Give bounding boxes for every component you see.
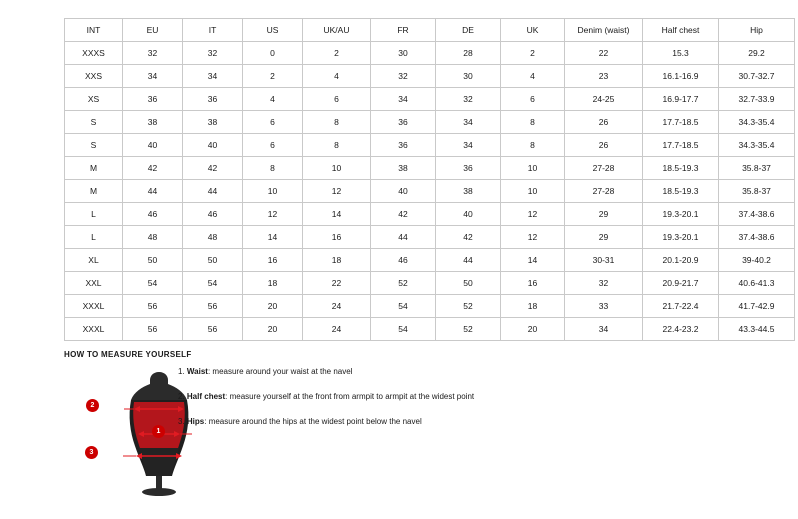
table-cell: 10 — [303, 157, 371, 180]
table-cell: 32 — [371, 65, 436, 88]
table-cell: 36 — [371, 134, 436, 157]
table-cell: 17.7-18.5 — [643, 134, 719, 157]
table-cell: 33 — [565, 295, 643, 318]
measure-notes — [178, 366, 598, 441]
table-cell: 42 — [371, 203, 436, 226]
table-cell: 36 — [436, 157, 501, 180]
table-cell: 4 — [243, 88, 303, 111]
table-cell: 36 — [371, 111, 436, 134]
table-cell: 18.5-19.3 — [643, 180, 719, 203]
table-cell: 8 — [303, 111, 371, 134]
table-cell: 38 — [183, 111, 243, 134]
table-cell: 56 — [123, 318, 183, 341]
table-cell: 6 — [501, 88, 565, 111]
table-cell: 18 — [303, 249, 371, 272]
table-cell: 30.7-32.7 — [719, 65, 795, 88]
column-header: DE — [436, 19, 501, 42]
list-item — [178, 416, 598, 427]
table-cell: 24-25 — [565, 88, 643, 111]
table-cell: 38 — [436, 180, 501, 203]
table-cell: M — [65, 157, 123, 180]
table-cell: 14 — [303, 203, 371, 226]
table-cell: 16 — [303, 226, 371, 249]
table-cell: 8 — [501, 111, 565, 134]
table-cell: 44 — [436, 249, 501, 272]
note-index: 2. — [178, 392, 185, 401]
table-row — [65, 42, 795, 65]
table-cell: 44 — [123, 180, 183, 203]
table-cell: XXXL — [65, 295, 123, 318]
table-cell: 23 — [565, 65, 643, 88]
table-cell: 46 — [123, 203, 183, 226]
table-cell: 30 — [436, 65, 501, 88]
column-header: Denim (waist) — [565, 19, 643, 42]
table-cell: 8 — [303, 134, 371, 157]
table-cell: 52 — [436, 295, 501, 318]
table-cell: 20 — [501, 318, 565, 341]
table-cell: XS — [65, 88, 123, 111]
table-cell: 34.3-35.4 — [719, 111, 795, 134]
table-cell: 37.4-38.6 — [719, 203, 795, 226]
table-cell: 34 — [371, 88, 436, 111]
table-cell: 34.3-35.4 — [719, 134, 795, 157]
table-cell: L — [65, 203, 123, 226]
table-cell: 40.6-41.3 — [719, 272, 795, 295]
table-cell: 0 — [243, 42, 303, 65]
table-cell: 44 — [371, 226, 436, 249]
table-cell: S — [65, 134, 123, 157]
table-row — [65, 111, 795, 134]
list-item — [178, 366, 598, 377]
table-cell: M — [65, 180, 123, 203]
table-cell: 48 — [183, 226, 243, 249]
table-cell: 36 — [123, 88, 183, 111]
table-cell: 24 — [303, 295, 371, 318]
table-cell: 56 — [183, 318, 243, 341]
table-cell: 8 — [243, 157, 303, 180]
table-cell: 12 — [303, 180, 371, 203]
table-cell: 40 — [183, 134, 243, 157]
table-cell: 17.7-18.5 — [643, 111, 719, 134]
table-cell: 14 — [501, 249, 565, 272]
table-cell: 54 — [123, 272, 183, 295]
table-cell: 54 — [371, 295, 436, 318]
table-cell: 38 — [371, 157, 436, 180]
table-cell: 18 — [243, 272, 303, 295]
table-cell: S — [65, 111, 123, 134]
table-cell: 2 — [243, 65, 303, 88]
table-cell: 32 — [565, 272, 643, 295]
table-cell: 16 — [243, 249, 303, 272]
table-cell: 10 — [243, 180, 303, 203]
table-cell: 56 — [123, 295, 183, 318]
table-cell: 32 — [123, 42, 183, 65]
table-cell: 4 — [303, 65, 371, 88]
table-row — [65, 226, 795, 249]
table-cell: 28 — [436, 42, 501, 65]
table-cell: 10 — [501, 180, 565, 203]
table-cell: 6 — [243, 111, 303, 134]
table-cell: 32.7-33.9 — [719, 88, 795, 111]
table-cell: 54 — [183, 272, 243, 295]
table-cell: 42 — [183, 157, 243, 180]
note-text: : measure around your waist at the navel — [207, 367, 353, 376]
table-cell: 43.3-44.5 — [719, 318, 795, 341]
table-cell: 19.3-20.1 — [643, 203, 719, 226]
note-index: 1. — [178, 367, 185, 376]
table-cell: 37.4-38.6 — [719, 226, 795, 249]
table-cell: 16.1-16.9 — [643, 65, 719, 88]
table-cell: 52 — [436, 318, 501, 341]
column-header: Half chest — [643, 19, 719, 42]
table-row — [65, 65, 795, 88]
table-row — [65, 134, 795, 157]
table-cell: 35.8-37 — [719, 157, 795, 180]
note-term: Waist — [186, 367, 208, 376]
list-item — [178, 391, 598, 402]
table-cell: 34 — [436, 134, 501, 157]
table-cell: 35.8-37 — [719, 180, 795, 203]
table-cell: 34 — [183, 65, 243, 88]
table-row — [65, 180, 795, 203]
table-cell: 41.7-42.9 — [719, 295, 795, 318]
table-cell: XL — [65, 249, 123, 272]
table-cell: 32 — [436, 88, 501, 111]
column-header: IT — [183, 19, 243, 42]
table-cell: 40 — [436, 203, 501, 226]
table-cell: 40 — [371, 180, 436, 203]
table-cell: XXXS — [65, 42, 123, 65]
table-cell: 30 — [371, 42, 436, 65]
table-cell: 20.1-20.9 — [643, 249, 719, 272]
table-cell: 50 — [436, 272, 501, 295]
column-header: INT — [65, 19, 123, 42]
column-header: FR — [371, 19, 436, 42]
table-cell: 52 — [371, 272, 436, 295]
column-header: EU — [123, 19, 183, 42]
table-row — [65, 295, 795, 318]
table-cell: 21.7-22.4 — [643, 295, 719, 318]
table-cell: 44 — [183, 180, 243, 203]
table-cell: 16 — [501, 272, 565, 295]
table-cell: 8 — [501, 134, 565, 157]
table-row — [65, 203, 795, 226]
table-cell: 18.5-19.3 — [643, 157, 719, 180]
note-term: Half chest — [186, 392, 226, 401]
table-header-row — [65, 19, 795, 42]
table-row — [65, 318, 795, 341]
table-cell: 27-28 — [565, 157, 643, 180]
note-term: Hips — [186, 417, 205, 426]
table-row — [65, 157, 795, 180]
table-cell: 10 — [501, 157, 565, 180]
table-cell: 40 — [123, 134, 183, 157]
column-header: Hip — [719, 19, 795, 42]
table-cell: 26 — [565, 134, 643, 157]
how-to-measure-title: HOW TO MEASURE YOURSELF — [64, 350, 192, 359]
table-cell: 29 — [565, 203, 643, 226]
table-cell: 46 — [183, 203, 243, 226]
note-text: : measure yourself at the front from armpit to armpit at the widest point — [225, 392, 475, 401]
marker-waist: 1 — [152, 425, 165, 438]
marker-half-chest: 2 — [86, 399, 99, 412]
size-table-body — [65, 42, 795, 341]
table-cell: 46 — [371, 249, 436, 272]
table-cell: 24 — [303, 318, 371, 341]
table-cell: 2 — [501, 42, 565, 65]
table-cell: 39-40.2 — [719, 249, 795, 272]
size-table — [64, 18, 795, 341]
table-cell: 6 — [243, 134, 303, 157]
table-cell: 50 — [183, 249, 243, 272]
table-cell: 19.3-20.1 — [643, 226, 719, 249]
table-cell: 2 — [303, 42, 371, 65]
column-header: UK — [501, 19, 565, 42]
table-cell: 15.3 — [643, 42, 719, 65]
table-cell: 16.9-17.7 — [643, 88, 719, 111]
table-cell: 34 — [123, 65, 183, 88]
table-cell: 20.9-21.7 — [643, 272, 719, 295]
table-cell: 38 — [123, 111, 183, 134]
table-cell: 20 — [243, 318, 303, 341]
table-cell: 27-28 — [565, 180, 643, 203]
table-cell: XXXL — [65, 318, 123, 341]
table-cell: 42 — [123, 157, 183, 180]
table-cell: 29.2 — [719, 42, 795, 65]
table-cell: 12 — [501, 226, 565, 249]
table-cell: L — [65, 226, 123, 249]
table-cell: 20 — [243, 295, 303, 318]
table-cell: 30-31 — [565, 249, 643, 272]
table-cell: 4 — [501, 65, 565, 88]
table-cell: 6 — [303, 88, 371, 111]
table-cell: 12 — [243, 203, 303, 226]
note-index: 3. — [178, 417, 185, 426]
table-cell: 14 — [243, 226, 303, 249]
table-cell: 54 — [371, 318, 436, 341]
marker-hips: 3 — [85, 446, 98, 459]
table-row — [65, 249, 795, 272]
table-cell: 42 — [436, 226, 501, 249]
note-text: : measure around the hips at the widest point below the navel — [204, 417, 422, 426]
table-cell: 26 — [565, 111, 643, 134]
column-header: US — [243, 19, 303, 42]
table-cell: 12 — [501, 203, 565, 226]
table-cell: 34 — [565, 318, 643, 341]
table-cell: 56 — [183, 295, 243, 318]
table-cell: 48 — [123, 226, 183, 249]
table-cell: 18 — [501, 295, 565, 318]
table-cell: 29 — [565, 226, 643, 249]
table-cell: 36 — [183, 88, 243, 111]
table-cell: XXL — [65, 272, 123, 295]
table-cell: 22 — [565, 42, 643, 65]
size-table-head — [65, 19, 795, 42]
size-table-container — [64, 18, 775, 341]
table-cell: 32 — [183, 42, 243, 65]
table-cell: XXS — [65, 65, 123, 88]
table-cell: 34 — [436, 111, 501, 134]
table-row — [65, 272, 795, 295]
table-cell: 50 — [123, 249, 183, 272]
table-cell: 22 — [303, 272, 371, 295]
table-row — [65, 88, 795, 111]
column-header: UK/AU — [303, 19, 371, 42]
table-cell: 22.4-23.2 — [643, 318, 719, 341]
